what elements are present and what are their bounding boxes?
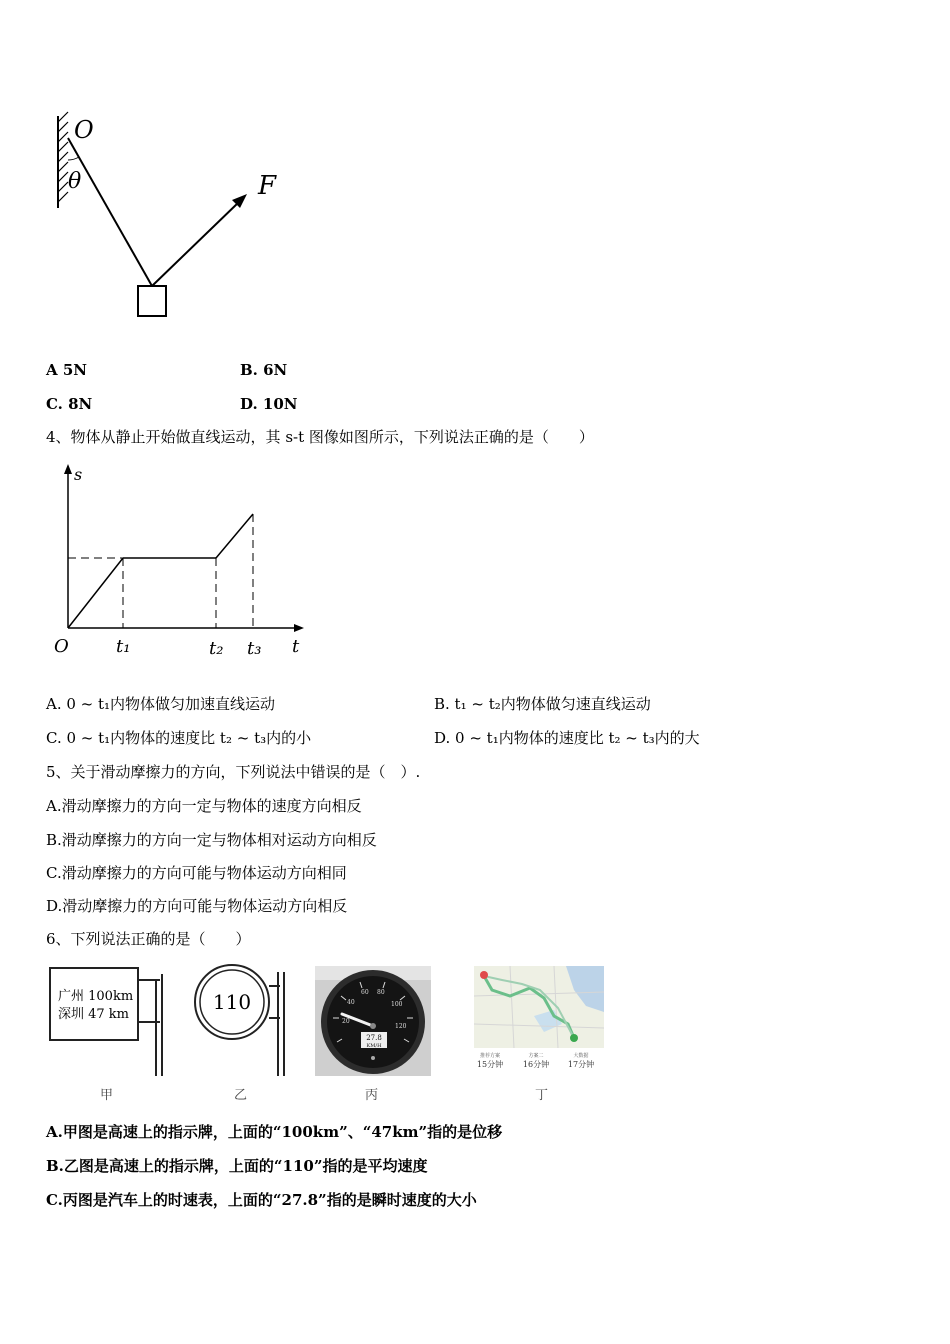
q3-option-b: B. 6N [240, 361, 288, 379]
force-diagram [40, 108, 300, 328]
caption-ding: 丁 [535, 1088, 549, 1103]
caption-yi: 乙 [234, 1088, 248, 1103]
graph-segment-3 [216, 514, 253, 558]
rope-line [68, 138, 152, 286]
speedo-tick-20: 20 [342, 1018, 350, 1025]
route-3-name: 大数据 [573, 1053, 589, 1059]
speedo-tick-120: 120 [395, 1023, 407, 1030]
speedo-tick-40: 40 [347, 999, 355, 1006]
q6-option-a: A.甲图是高速上的指示牌，上面的“100km”、“47km”指的是位移 [46, 1123, 503, 1141]
tick-label-t2: t₂ [209, 638, 224, 659]
q4-option-b: B. t₁ ~ t₂内物体做匀速直线运动 [434, 695, 651, 713]
q5-option-a: A.滑动摩擦力的方向一定与物体的速度方向相反 [46, 797, 362, 815]
q3-option-c: C. 8N [46, 395, 93, 413]
block [138, 286, 166, 316]
x-axis-label: t [292, 636, 300, 657]
st-graph [48, 462, 318, 666]
tick-label-t3: t₃ [247, 638, 262, 659]
caption-jia: 甲 [100, 1088, 114, 1103]
q6-stem: 6、下列说法正确的是（ ） [46, 930, 251, 948]
start-pin-icon [480, 971, 488, 979]
q5-option-d: D.滑动摩擦力的方向可能与物体运动方向相反 [46, 897, 348, 915]
point-o-label: O [74, 116, 94, 144]
speedo-tick-60: 60 [361, 989, 369, 996]
figure-ding-navigation-map [474, 966, 604, 1076]
q5-option-c: C.滑动摩擦力的方向可能与物体运动方向相同 [46, 864, 347, 882]
q3-option-d: D. 10N [240, 395, 298, 413]
q4-option-d: D. 0 ~ t₁内物体的速度比 t₂ ~ t₃内的大 [434, 729, 700, 747]
speedo-readout: 27.8 [366, 1034, 382, 1042]
graph-segment-1 [68, 558, 123, 628]
y-axis-label: s [74, 465, 83, 484]
tick-label-t1: t₁ [116, 636, 131, 657]
q3-option-a: A 5N [46, 361, 88, 379]
angle-theta-label: θ [68, 169, 82, 194]
speedo-unit: KM/H [366, 1043, 382, 1049]
figure-yi-speed-sign [192, 962, 292, 1078]
route-3-time: 17分钟 [567, 1060, 595, 1069]
q6-option-c: C.丙图是汽车上的时速表，上面的“27.8”指的是瞬时速度的大小 [46, 1191, 477, 1209]
speed-limit-number: 110 [212, 990, 252, 1014]
end-pin-icon [570, 1034, 578, 1042]
caption-bing: 丙 [365, 1088, 379, 1103]
q5-option-b: B.滑动摩擦力的方向一定与物体相对运动方向相反 [46, 831, 377, 849]
route-1-time: 15分钟 [476, 1060, 504, 1069]
force-arrow [152, 201, 240, 286]
q5-stem: 5、关于滑动摩擦力的方向，下列说法中错误的是（ ）. [46, 763, 421, 781]
q4-stem: 4、物体从静止开始做直线运动，其 s-t 图像如图所示，下列说法正确的是（ ） [46, 428, 594, 446]
route-2-name: 方案二 [528, 1053, 544, 1059]
speedo-tick-80: 80 [377, 989, 385, 996]
speedo-tick-100: 100 [391, 1001, 403, 1008]
q6-option-b: B.乙图是高速上的指示牌，上面的“110”指的是平均速度 [46, 1157, 428, 1175]
route-2-time: 16分钟 [522, 1060, 550, 1069]
q4-option-a: A. 0 ~ t₁内物体做匀加速直线运动 [46, 695, 276, 713]
force-f-label: F [258, 171, 277, 201]
q4-option-c: C. 0 ~ t₁内物体的速度比 t₂ ~ t₃内的小 [46, 729, 312, 747]
sign-line-2: 深圳 47 km [58, 1007, 130, 1022]
figure-jia-distance-sign [48, 966, 170, 1078]
route-1-name: 推荐方案 [479, 1053, 501, 1059]
figure-bing-speedometer [315, 966, 431, 1076]
origin-label: O [54, 636, 69, 657]
sign-line-1: 广州 100km [58, 989, 134, 1004]
